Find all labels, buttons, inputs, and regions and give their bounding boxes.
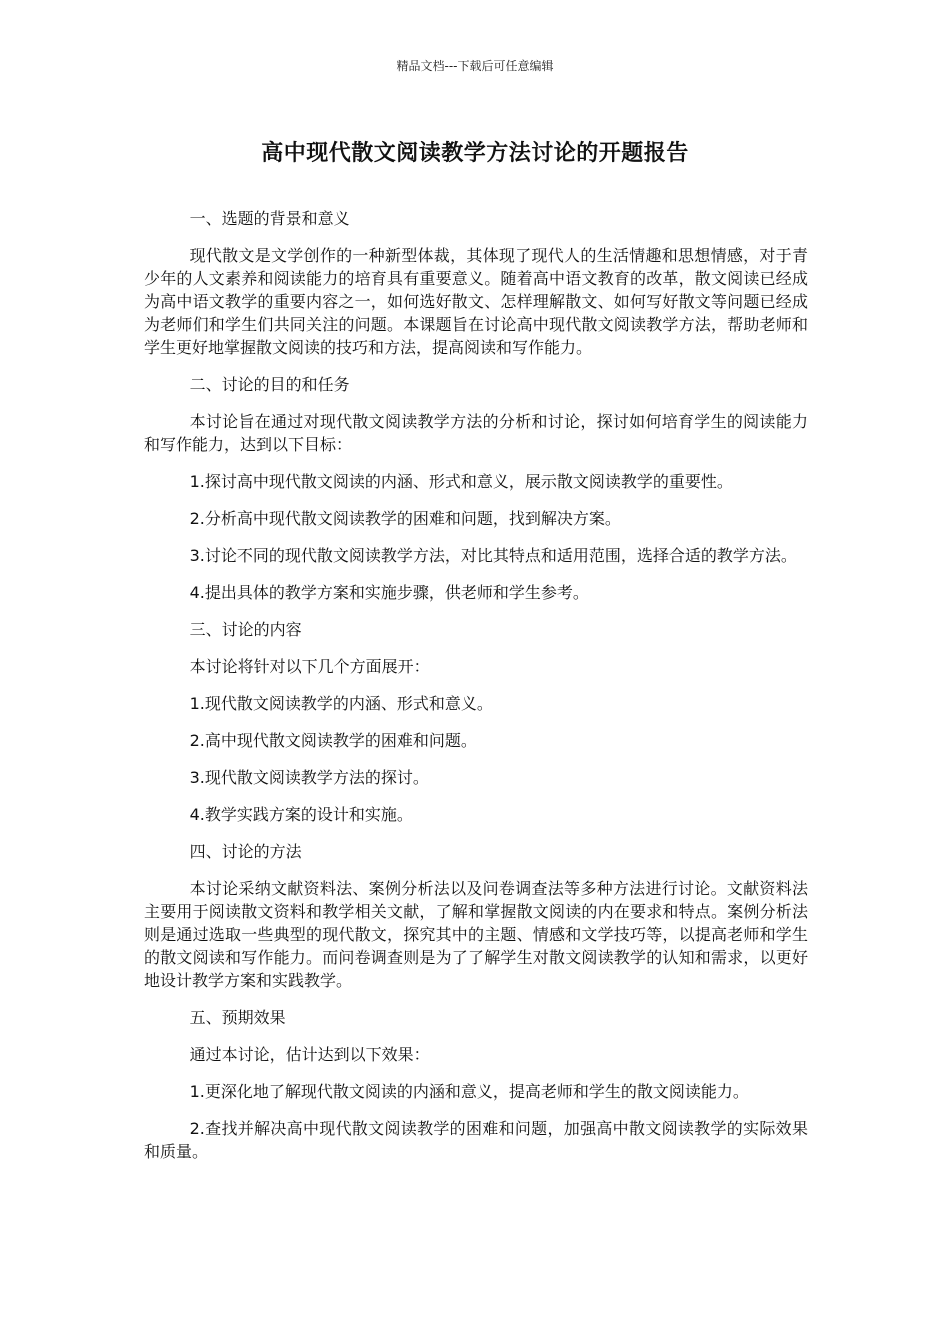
list-item-goal-3: 3.讨论不同的现代散文阅读教学方法，对比其特点和适用范围，选择合适的教学方法。 [189,546,797,565]
document-title: 高中现代散文阅读教学方法讨论的开题报告 [261,141,689,166]
paragraph-content-intro: 本讨论将针对以下几个方面展开： [189,657,430,676]
section-heading-purpose: 二、讨论的目的和任务 [189,375,350,394]
paragraph-background: 现代散文是文学创作的一种新型体裁，其体现了现代人的生活情趣和思想情感，对于青少年的人文素养和阅读能力的培育具有重要意义。随着高中语文教育的改革，散文阅读已经成为高中语文教学的重要内容之一，如何选好散文、怎样理解散文、如何写好散文等问题已经成为老师们和学生们共同关注的问题。本课题旨在讨论高中现代散文阅读教学方法，帮助老师和学生更好地掌握散文阅读的技巧和方法，提高阅读和写作能力。 [144,246,808,357]
paragraph-purpose-intro: 本讨论旨在通过对现代散文阅读教学方法的分析和讨论，探讨如何培育学生的阅读能力和写作能力，达到以下目标： [144,412,808,454]
list-item-content-3: 3.现代散文阅读教学方法的探讨。 [189,768,429,787]
list-item-content-2: 2.高中现代散文阅读教学的困难和问题。 [189,731,477,750]
section-heading-expected-results: 五、预期效果 [189,1008,286,1027]
list-item-goal-2: 2.分析高中现代散文阅读教学的困难和问题，找到解决方案。 [189,509,621,528]
paragraph-expected-intro: 通过本讨论，估计达到以下效果： [189,1045,430,1064]
list-item-result-1: 1.更深化地了解现代散文阅读的内涵和意义，提高老师和学生的散文阅读能力。 [189,1082,749,1101]
list-item-content-1: 1.现代散文阅读教学的内涵、形式和意义。 [189,694,493,713]
section-heading-background: 一、选题的背景和意义 [189,209,350,228]
list-item-content-4: 4.教学实践方案的设计和实施。 [189,805,413,824]
document-body [144,207,808,1177]
page-header: 精品文档---下载后可任意编辑 [396,59,554,73]
section-heading-content: 三、讨论的内容 [189,620,302,639]
section-heading-method: 四、讨论的方法 [189,842,302,861]
list-item-result-2: 2.查找并解决高中现代散文阅读教学的困难和问题，加强高中散文阅读教学的实际效果和质量。 [144,1119,808,1161]
paragraph-method: 本讨论采纳文献资料法、案例分析法以及问卷调查法等多种方法进行讨论。文献资料法主要用于阅读散文资料和教学相关文献，了解和掌握散文阅读的内在要求和特点。案例分析法则是通过选取一些典型的现代散文，探究其中的主题、情感和文学技巧等，以提高老师和学生的散文阅读和写作能力。而问卷调查则是为了了解学生对散文阅读教学的认知和需求，以更好地设计教学方案和实践教学。 [144,879,808,990]
list-item-goal-1: 1.探讨高中现代散文阅读的内涵、形式和意义，展示散文阅读教学的重要性。 [189,472,733,491]
list-item-goal-4: 4.提出具体的教学方案和实施步骤，供老师和学生参考。 [189,583,589,602]
